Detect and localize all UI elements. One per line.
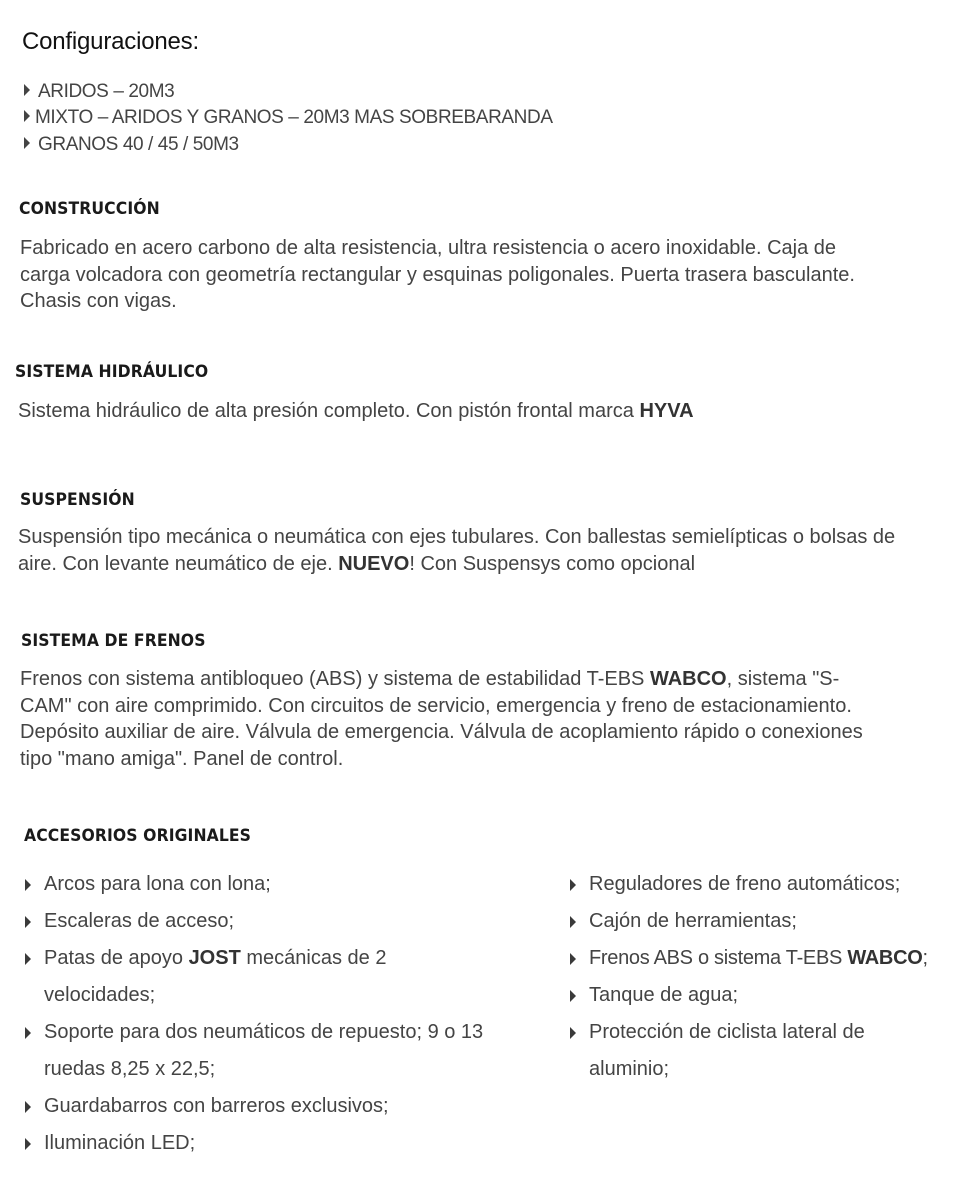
suspension-text — [18, 524, 898, 577]
config-item — [24, 107, 553, 129]
list-item — [568, 977, 968, 1014]
triangle-bullet-icon — [25, 916, 31, 928]
list-item — [23, 866, 493, 903]
list-item — [568, 866, 968, 903]
triangle-bullet-icon — [25, 953, 31, 965]
construccion-text: Fabricado en acero carbono de alta resistencia, ultra resistencia o acero inoxidable. Caja de carga volcadora con geometría rectangular y esquinas poligonales. Puerta trasera basculante. Chasis con vigas. — [20, 237, 855, 312]
list-item — [23, 1088, 493, 1125]
config-item-label: GRANOS 40 / 45 / 50M3 — [38, 134, 239, 155]
hidraulico-heading: SISTEMA HIDRÁULICO — [15, 362, 209, 382]
config-item-label: MIXTO – ARIDOS Y GRANOS – 20M3 MAS SOBREBARANDA — [35, 107, 553, 128]
triangle-bullet-icon — [24, 110, 30, 122]
hyva-brand: HYVA — [639, 400, 694, 422]
list-item-label: Protección de ciclista lateral de aluminio; — [589, 1021, 865, 1080]
hidraulico-text-body: Sistema hidráulico de alta presión completo. Con pistón frontal marca — [18, 400, 640, 422]
list-item — [23, 1014, 489, 1088]
triangle-bullet-icon — [570, 916, 576, 928]
list-item-label: Escaleras de acceso; — [44, 910, 235, 932]
list-item-label: Cajón de herramientas; — [589, 910, 797, 932]
triangle-bullet-icon — [25, 1138, 31, 1150]
frenos-text — [20, 666, 880, 772]
list-item — [23, 1125, 493, 1162]
list-item-label: Reguladores de freno automáticos; — [589, 873, 901, 895]
triangle-bullet-icon — [570, 879, 576, 891]
config-item-label: ARIDOS – 20M3 — [38, 81, 175, 102]
list-item-label: Arcos para lona con lona; — [44, 873, 271, 895]
frenos-heading: SISTEMA DE FRENOS — [21, 631, 206, 651]
list-item — [23, 940, 444, 1014]
list-item-label: ; — [922, 947, 928, 969]
accesorios-heading: ACCESORIOS ORIGINALES — [24, 826, 252, 846]
config-title: Configuraciones: — [22, 28, 199, 55]
accesorios-left-list — [23, 866, 493, 1162]
config-item — [24, 81, 174, 103]
list-item-label: mecánicas de 2 velocidades; — [44, 947, 387, 1006]
nuevo-highlight: NUEVO — [338, 552, 410, 575]
triangle-bullet-icon — [25, 879, 31, 891]
triangle-bullet-icon — [24, 137, 30, 149]
list-item — [568, 1014, 919, 1088]
triangle-bullet-icon — [24, 84, 30, 96]
frenos-text-b: , sistema "S-CAM" con aire comprimido. Con circuitos de servicio, emergencia y freno de estacionamiento. Depósito auxiliar de aire. Válvula de emergencia. Válvula de acoplamiento rápido o conexiones tipo "mano amiga". Panel de control. — [20, 668, 863, 770]
construccion-heading: CONSTRUCCIÓN — [19, 199, 160, 219]
wabco-brand: WABCO — [847, 947, 923, 969]
list-item-label: Iluminación LED; — [44, 1132, 196, 1154]
accesorios-right-list — [568, 866, 968, 1088]
triangle-bullet-icon — [570, 953, 576, 965]
triangle-bullet-icon — [25, 1027, 31, 1039]
list-item — [568, 940, 968, 977]
list-item-label: Frenos ABS o sistema T-EBS — [589, 947, 848, 969]
triangle-bullet-icon — [570, 990, 576, 1002]
list-item — [568, 903, 968, 940]
wabco-brand: WABCO — [649, 668, 727, 690]
frenos-text-a: Frenos con sistema antibloqueo (ABS) y sistema de estabilidad T-EBS — [20, 668, 650, 690]
config-item — [24, 134, 239, 156]
list-item-label: Guardabarros con barreros exclusivos; — [44, 1095, 389, 1117]
list-item — [23, 903, 493, 940]
list-item-label: Patas de apoyo — [44, 947, 189, 969]
list-item-label: Soporte para dos neumáticos de repuesto; 9 o 13 ruedas 8,25 x 22,5; — [44, 1021, 484, 1080]
triangle-bullet-icon — [25, 1101, 31, 1113]
jost-brand: JOST — [188, 947, 241, 969]
suspension-text-a: Suspensión tipo mecánica o neumática con ejes tubulares. Con ballestas semielípticas o bolsas de aire. Con levante neumático de eje. — [18, 526, 896, 575]
hidraulico-text — [18, 398, 918, 425]
list-item-label: Tanque de agua; — [589, 984, 739, 1006]
triangle-bullet-icon — [570, 1027, 576, 1039]
suspension-heading: SUSPENSIÓN — [20, 490, 135, 510]
suspension-text-b: ! Con Suspensys como opcional — [409, 552, 696, 575]
